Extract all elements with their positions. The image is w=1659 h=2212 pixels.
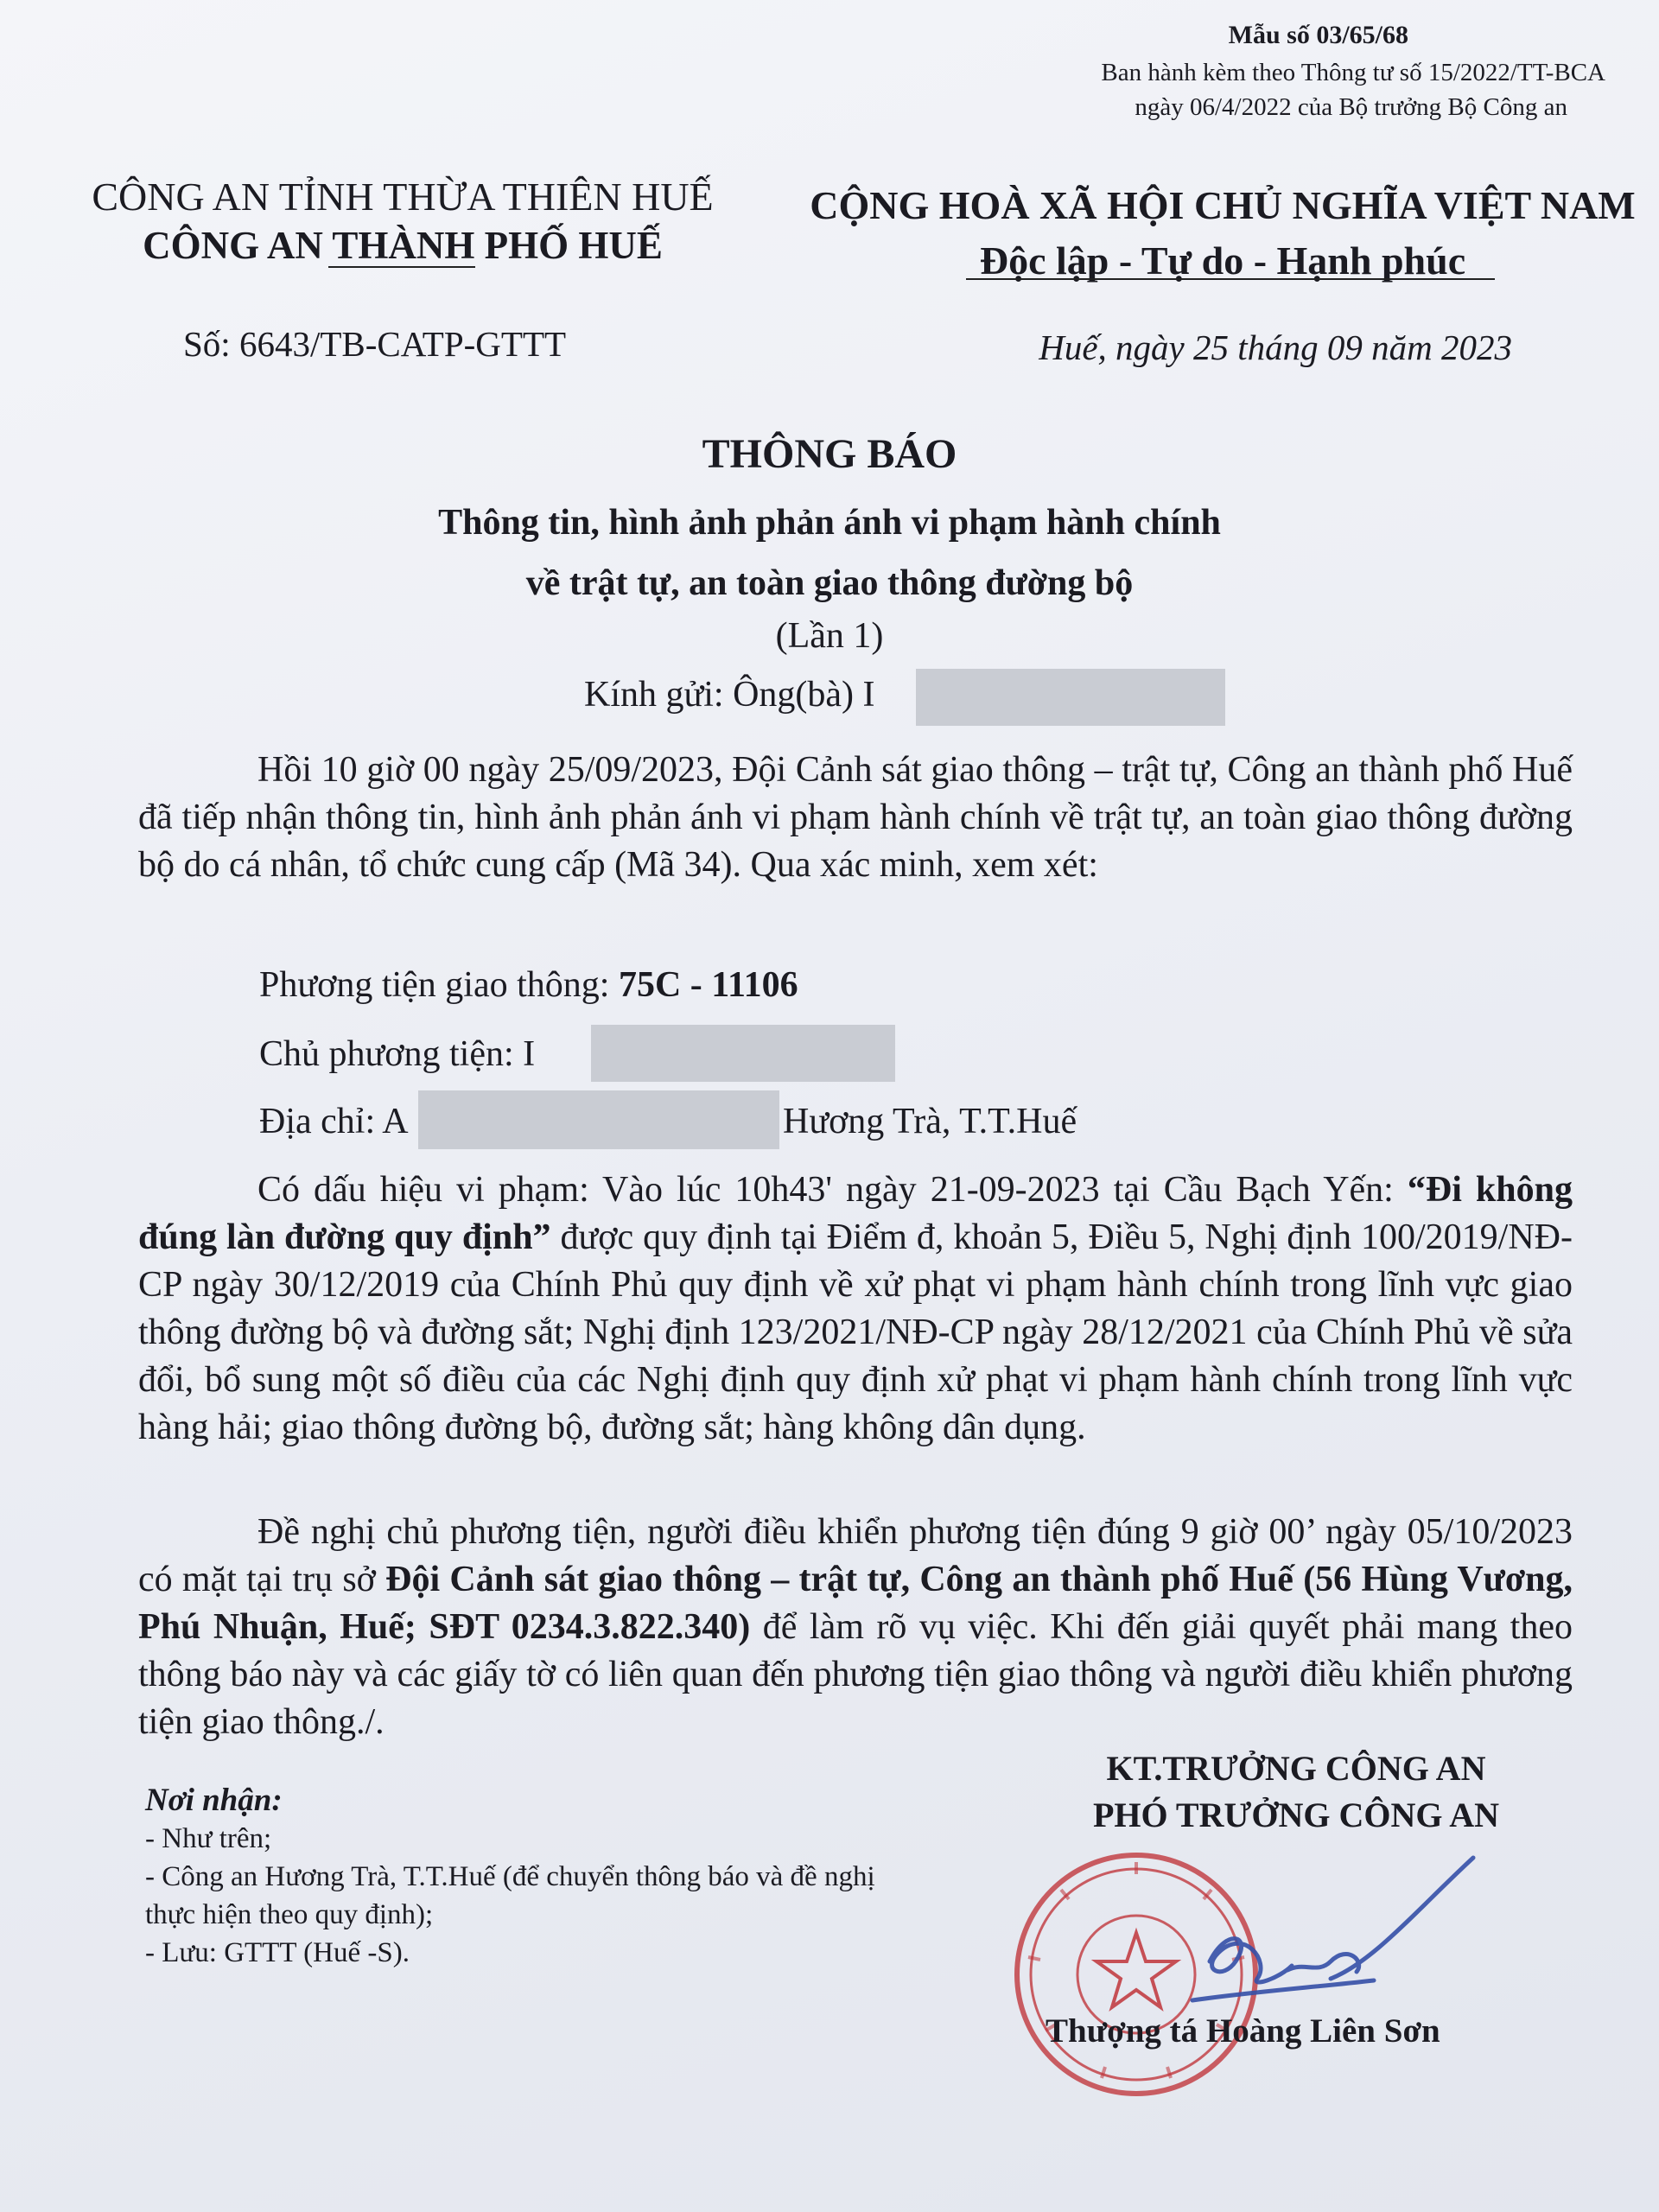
request-lead: Đề nghị chủ phương tiện, người điều khiển phương tiện đúng 9 giờ 00’ ngày 05/10/2023 có mặt tại trụ sở [138,1512,1573,1599]
owner-label: Chủ phương tiện: I [259,1034,536,1074]
vehicle-field [259,964,798,1006]
redaction-owner [591,1025,895,1082]
recipients-header: Nơi nhận: [145,1783,283,1818]
vehicle-label: Phương tiện giao thông: [259,965,619,1005]
address-label: Địa chỉ: A [259,1102,409,1141]
form-reference-line2: ngày 06/4/2022 của Bộ trưởng Bộ Công an [1135,93,1567,121]
violation-text [138,1166,1573,1452]
owner-field [259,1033,535,1075]
addressee-line: Kính gửi: Ông(bà) I [584,675,875,715]
signature-title2: PHÓ TRƯỞNG CÔNG AN [1092,1796,1500,1834]
attempt-number: (Lần 1) [775,616,884,656]
redaction-addressee [916,669,1225,726]
seal-star-icon [1096,1933,1176,2007]
motto-underline [966,278,1495,280]
redaction-address [418,1090,779,1149]
signature-title1: KT.TRƯỞNG CÔNG AN [1106,1749,1486,1788]
recipients-block [145,1782,906,1972]
violation-lead: Có dấu hiệu vi phạm: Vào lúc 10h43' ngày 21-09-2023 tại Cầu Bạch Yến: [257,1170,1408,1210]
request-location: Đội Cảnh sát giao thông – trật tự, Công an thành phố Huế (56 Hùng Vương, Phú Nhuận, Huế; SĐT 0234.3.822.340) [138,1560,1573,1647]
issuing-agency [74,173,731,270]
date-line: Huế, ngày 25 tháng 09 năm 2023 [1039,327,1512,367]
form-reference-line1: Ban hành kèm theo Thông tư số 15/2022/TT-BCA [1101,59,1605,86]
agency-parent: CÔNG AN TỈNH THỪA THIÊN HUẾ [92,175,714,219]
violation-name: “Đi không đúng làn đường quy định” [138,1170,1573,1257]
intro-text: Hồi 10 giờ 00 ngày 25/09/2023, Đội Cảnh sát giao thông – trật tự, Công an thành phố Huế đã tiếp nhận thông tin, hình ảnh phản ánh vi phạm hành chính về trật tự, an toàn giao thông đường bộ do cá nhân, tổ chức cung cấp (Mã 34). Qua xác minh, xem xét: [138,750,1573,885]
address-tail: Hương Trà, T.T.Huế [783,1102,1077,1141]
subtitle-line2: về trật tự, an toàn giao thông đường bộ [525,563,1134,603]
violation-legal-basis: được quy định tại Điểm đ, khoản 5, Điều 5, Nghị định 100/2019/NĐ-CP ngày 30/12/2019 của Chính Phủ quy định về xử phạt vi phạm hành chính trong lĩnh vực giao thông đường bộ và đường sắt; Nghị định 123/2021/NĐ-CP ngày 28/12/2021 của Chính Phủ về sửa đổi, bổ sung một số điều của các Nghị định quy định xử phạt vi phạm hành chính trong lĩnh vực hàng hải; giao thông đường bộ, đường sắt; hàng không dân dụng. [138,1217,1573,1447]
paragraph-violation [138,1166,1573,1452]
subtitle-line1: Thông tin, hình ảnh phản ánh vi phạm hành chính [438,503,1221,543]
request-text [138,1509,1573,1746]
recipient-item: - Lưu: GTTT (Huế -S). [145,1937,410,1968]
vehicle-plate: 75C - 11106 [618,965,798,1005]
paragraph-request [138,1509,1573,1746]
nation-name: CỘNG HOÀ XÃ HỘI CHỦ NGHĨA VIỆT NAM [810,183,1636,227]
nation-motto: Độc lập - Tự do - Hạnh phúc [979,238,1466,283]
address-field [259,1101,409,1142]
national-header [804,178,1642,289]
request-rest: để làm rõ vụ việc. Khi đến giải quyết phải mang theo thông báo này và các giấy tờ có liên quan đến phương tiện giao thông và người điều khiển phương tiện giao thông./. [138,1607,1573,1742]
signer-name: Thượng tá Hoàng Liên Sơn [1046,2012,1440,2050]
recipient-item: - Công an Hương Trà, T.T.Huế (để chuyển thông báo và đề nghị thực hiện theo quy định); [145,1861,875,1930]
form-number: Mẫu số 03/65/68 [1228,21,1408,49]
handwritten-signature [1175,1832,1486,2031]
document-number: Số: 6643/TB-CATP-GTTT [183,324,567,364]
signature-titles [1028,1745,1564,1839]
document-subtitle [0,493,1659,613]
agency-underline [328,266,475,268]
paragraph-intro [138,747,1573,889]
recipient-item: - Như trên; [145,1823,272,1854]
document-title: THÔNG BÁO [702,431,957,477]
agency-name: CÔNG AN THÀNH PHỐ HUẾ [143,224,663,267]
